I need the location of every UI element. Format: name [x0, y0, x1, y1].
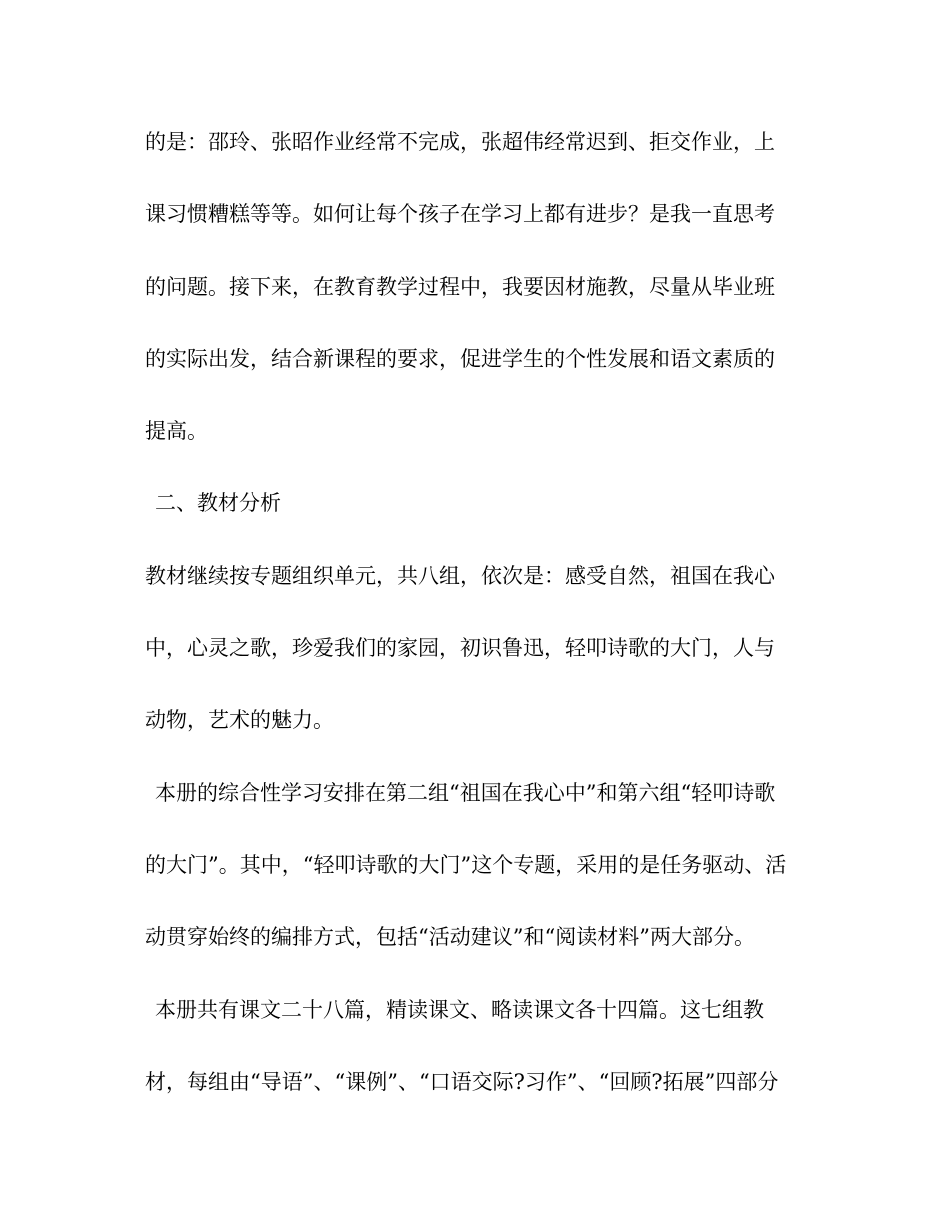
- text-line: 提高。: [145, 419, 208, 444]
- text-line: 的是：邵玲、张昭作业经常不完成，张超伟经常迟到、拒交作业，上: [145, 130, 775, 154]
- document-body: [145, 122, 810, 1134]
- text-line: 中，心灵之歌，珍爱我们的家园，初识鲁迅，轻叩诗歌的大门，人与: [145, 636, 775, 661]
- text-line: 动物，艺术的魅力。: [145, 708, 334, 733]
- text-line: 的问题。接下来，在教育教学过程中，我要因材施教，尽量从毕业班: [145, 274, 775, 299]
- section-heading: 二、教材分析: [155, 491, 281, 516]
- text-line: 课习惯糟糕等等。如何让每个孩子在学习上都有进步？是我一直思考: [145, 202, 775, 227]
- text-line: 的实际出发，结合新课程的要求，促进学生的个性发展和语文素质的: [145, 346, 775, 371]
- text-line: 本册共有课文二十八篇，精读课文、略读课文各十四篇。这七组教: [155, 997, 764, 1022]
- text-line: 材，每组由“导语”、“课例”、“口语交际?习作”、“回顾?拓展”四部分: [145, 1069, 779, 1094]
- text-line: 的大门”。其中，“轻叩诗歌的大门”这个专题，采用的是任务驱动、活: [145, 852, 787, 877]
- text-line: 教材继续按专题组织单元，共八组，依次是：感受自然，祖国在我心: [145, 563, 775, 588]
- text-line: 动贯穿始终的编排方式，包括“活动建议”和“阅读材料”两大部分。: [145, 925, 755, 950]
- text-line: 本册的综合性学习安排在第二组“祖国在我心中”和第六组“轻叩诗歌: [155, 780, 776, 805]
